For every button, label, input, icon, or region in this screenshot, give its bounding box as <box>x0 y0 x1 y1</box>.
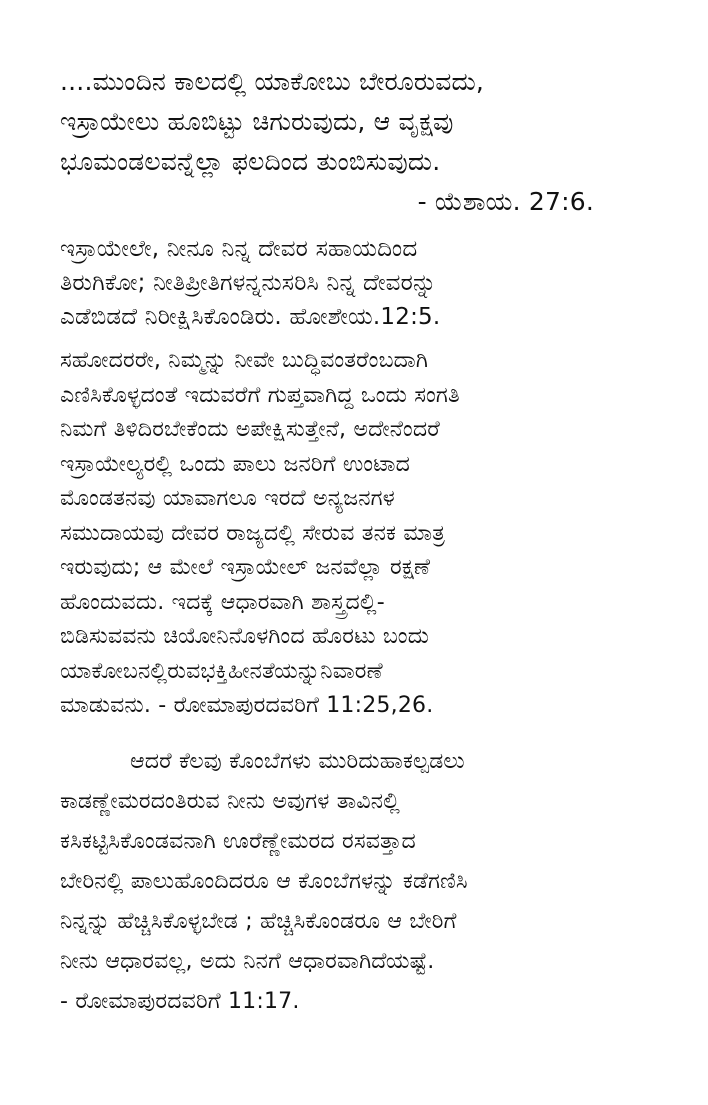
text-line: ಹೊಂದುವದು. ಇದಕ್ಕೆ ಆಧಾರವಾಗಿ ಶಾಸ್ತ್ರದಲ್ಲಿ- <box>60 589 385 615</box>
text-line: ಮಾಡುವನು. - ರೋಮಾಪುರದವರಿಗೆ 11:25,26. <box>60 693 434 718</box>
text-line: ಬಿಡಿಸುವವನು ಚಿಯೋನಿನೊಳಗಿಂದ ಹೊರಟು ಬಂದು <box>60 624 430 649</box>
text-line: ಕಾಡಣ್ಣೇಮರದಂತಿರುವ ನೀನು ಅವುಗಳ ತಾವಿನಲ್ಲಿ <box>60 788 401 814</box>
text-line: ಇರುವುದು; ಆ ಮೇಲೆ ಇಸ್ರಾಯೇಲ್ ಜನವೆಲ್ಲಾ ರಕ್ಷಣೆ <box>60 555 431 580</box>
text-line: ಸಮುದಾಯವು ದೇವರ ರಾಜ್ಯದಲ್ಲಿ ಸೇರುವ ತನಕ ಮಾತ್ರ <box>60 520 446 546</box>
text-line: ನಿಮಗೆ ತಿಳಿದಿರಬೇಕೆಂದು ಅಪೇಕ್ಷಿಸುತ್ತೇನೆ, ಅದೇನೆಂದರೆ <box>60 417 440 442</box>
reference-isaiah: - ಯೆಶಾಯ. 27:6. <box>417 187 594 216</box>
text-line: ಮೊಂಡತನವು ಯಾವಾಗಲೂ ಇರದೆ ಅನ್ಯಜನಗಳ <box>60 486 395 511</box>
text-line: ....ಮುಂದಿನ ಕಾಲದಲ್ಲಿ ಯಾಕೋಬು ಬೇರೂರುವದು, <box>60 67 485 96</box>
reference-romans-11-17: - ರೋಮಾಪುರದವರಿಗೆ 11:17. <box>60 988 300 1014</box>
text-line: ಇಸ್ರಾಯೇಲು ಹೂಬಿಟ್ಟು ಚಿಗುರುವುದು, ಆ ವೃಕ್ಷವು <box>60 107 454 136</box>
text-line: ಯಾಕೋಬನಲ್ಲಿರುವಭಕ್ತಿಹೀನತೆಯನ್ನುನಿವಾರಣೆ <box>60 658 383 684</box>
text-line: ಭೂಮಂಡಲವನ್ನೆಲ್ಲಾ ಫಲದಿಂದ ತುಂಬಿಸುವುದು. <box>60 147 441 176</box>
text-line: ಬೇರಿನಲ್ಲಿ ಪಾಲುಹೊಂದಿದರೂ ಆ ಕೊಂಬೆಗಳನ್ನು ಕಡೆಗಣಿಸಿ <box>60 868 468 894</box>
passage-romans-11-25 <box>60 344 642 724</box>
text-line: ಇಸ್ರಾಯೇಲ್ಯರಲ್ಲಿ ಒಂದು ಪಾಲು ಜನರಿಗೆ ಉಂಟಾದ <box>60 451 411 477</box>
text-line: ತಿರುಗಿಕೋ; ನೀತಿಪ್ರೀತಿಗಳನ್ನನುಸರಿಸಿ ನಿನ್ನ ದೇವರನ್ನು <box>60 270 437 296</box>
text-line: ಎಣಿಸಿಕೊಳ್ಳದಂತೆ ಇದುವರೆಗೆ ಗುಪ್ತವಾಗಿದ್ದ ಒಂದು ಸಂಗತಿ <box>60 382 460 408</box>
text-line: ನಿನ್ನನ್ನು ಹೆಚ್ಚಿಸಿಕೊಳ್ಳಬೇಡ ; ಹೆಚ್ಚಿಸಿಕೊಂಡರೂ ಆ ಬೇರಿಗೆ <box>60 908 457 934</box>
text-line: ಸಹೋದರರೇ, ನಿಮ್ಮನ್ನು ನೀವೇ ಬುದ್ಧಿವಂತರೆಂಬದಾಗಿ <box>60 348 429 373</box>
text-line: ಎಡೆಬಿಡದೆ ನಿರೀಕ್ಷಿಸಿಕೊಂಡಿರು. ಹೋಶೇಯ.12:5. <box>60 304 441 330</box>
text-line: ಆದರೆ ಕೆಲವು ಕೊಂಬೆಗಳು ಮುರಿದುಹಾಕಲ್ಪಡಲು <box>130 748 465 774</box>
text-line: ನೀನು ಆಧಾರವಲ್ಲ, ಅದು ನಿನಗೆ ಆಧಾರವಾಗಿದೆಯಷ್ಟೆ. <box>60 948 435 974</box>
passage-isaiah <box>60 62 642 222</box>
passage-romans-11-17 <box>60 742 642 1022</box>
text-line: ಕಸಿಕಟ್ಟಿಸಿಕೊಂಡವನಾಗಿ ಊರೆಣ್ಣೇಮರದ ರಸವತ್ತಾದ <box>60 828 416 854</box>
passage-hosea <box>60 232 642 334</box>
text-line: ಇಸ್ರಾಯೇಲೇ, ನೀನೂ ನಿನ್ನ ದೇವರ ಸಹಾಯದಿಂದ <box>60 236 418 262</box>
